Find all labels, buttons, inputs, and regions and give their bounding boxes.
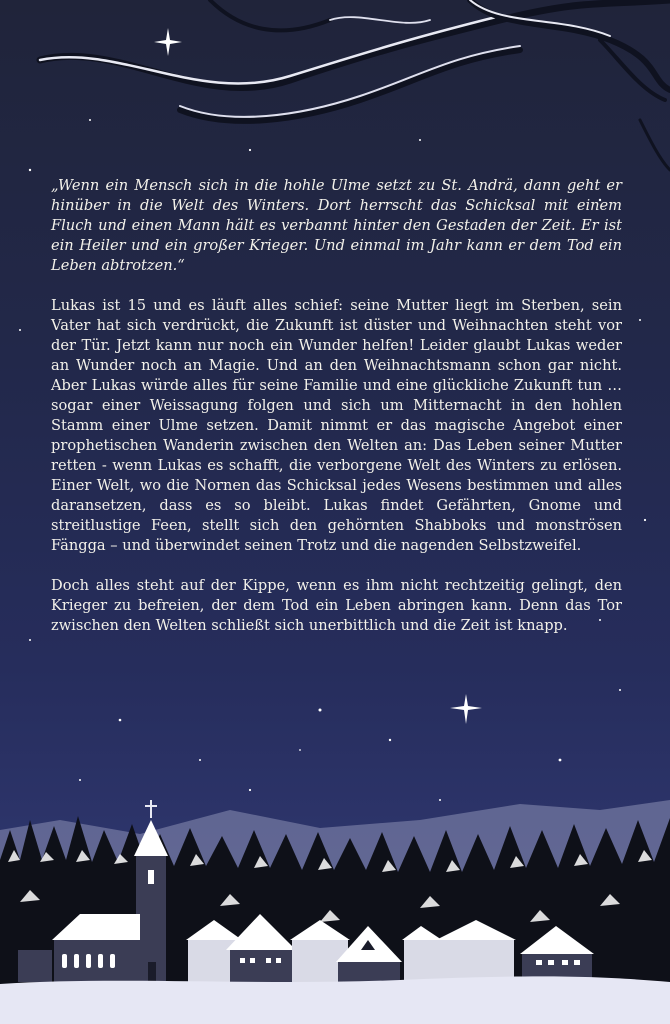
synopsis-paragraph: Lukas ist 15 und es läuft alles schief: seine Mutter liegt im Sterben, sein Vater hat sich verdrückt, die Zukunft ist düster und Weihnachten steht vor der Tür. Jetzt kann nur noch ein Wunder helfen! Leider glaubt Lukas weder an Wunder noch an Magie. Und an den Weihnachtsmann schon gar nicht. Aber Lukas würde alles für seine Familie und eine glückliche Zukunft tun … sogar einer Weissagung folgen und sich um Mitternacht in den hohlen Stamm einer Ulme setzen. Damit nimmt er das magische Angebot einer prophetischen Wanderin zwischen den Welten an: Das Leben seiner Mutter retten - wenn Lukas es schafft, die verborgene Welt des Winters zu erlösen. Einer Welt, wo die Nornen das Schicksal jedes Wesens bestimmen und alles daransetzen, dass es so bleibt. Lukas findet Gefährten, Gnome und streitlustige Feen, stellt sich den gehörnten Shabboks und monströsen Fängga – und überwindet seinen Trotz und die nagenden Selbstzweifel. (51, 297, 622, 554)
closing-paragraph: Doch alles steht auf der Kippe, wenn es ihm nicht rechtzeitig gelingt, den Krieger zu befreien, der dem Tod ein Leben abringen kann. Denn das Tor zwischen den Welten schließt sich unerbittlich und die Zeit ist knapp. (51, 577, 622, 634)
blurb-text (51, 176, 622, 656)
winter-village-scene (0, 790, 670, 1024)
prophecy-quote: „Wenn ein Mensch sich in die hohle Ulme setzt zu St. Andrä, dann geht er hinüber in die Welt des Winters. Dort herrscht das Schicksal mit einem Fluch und einen Mann hält es verbannt hinter den Gestaden der Zeit. Er ist ein Heiler und ein großer Krieger. Und einmal im Jahr kann er dem Tod ein Leben abtrotzen.“ (51, 177, 622, 274)
branch-icon (40, 0, 670, 170)
